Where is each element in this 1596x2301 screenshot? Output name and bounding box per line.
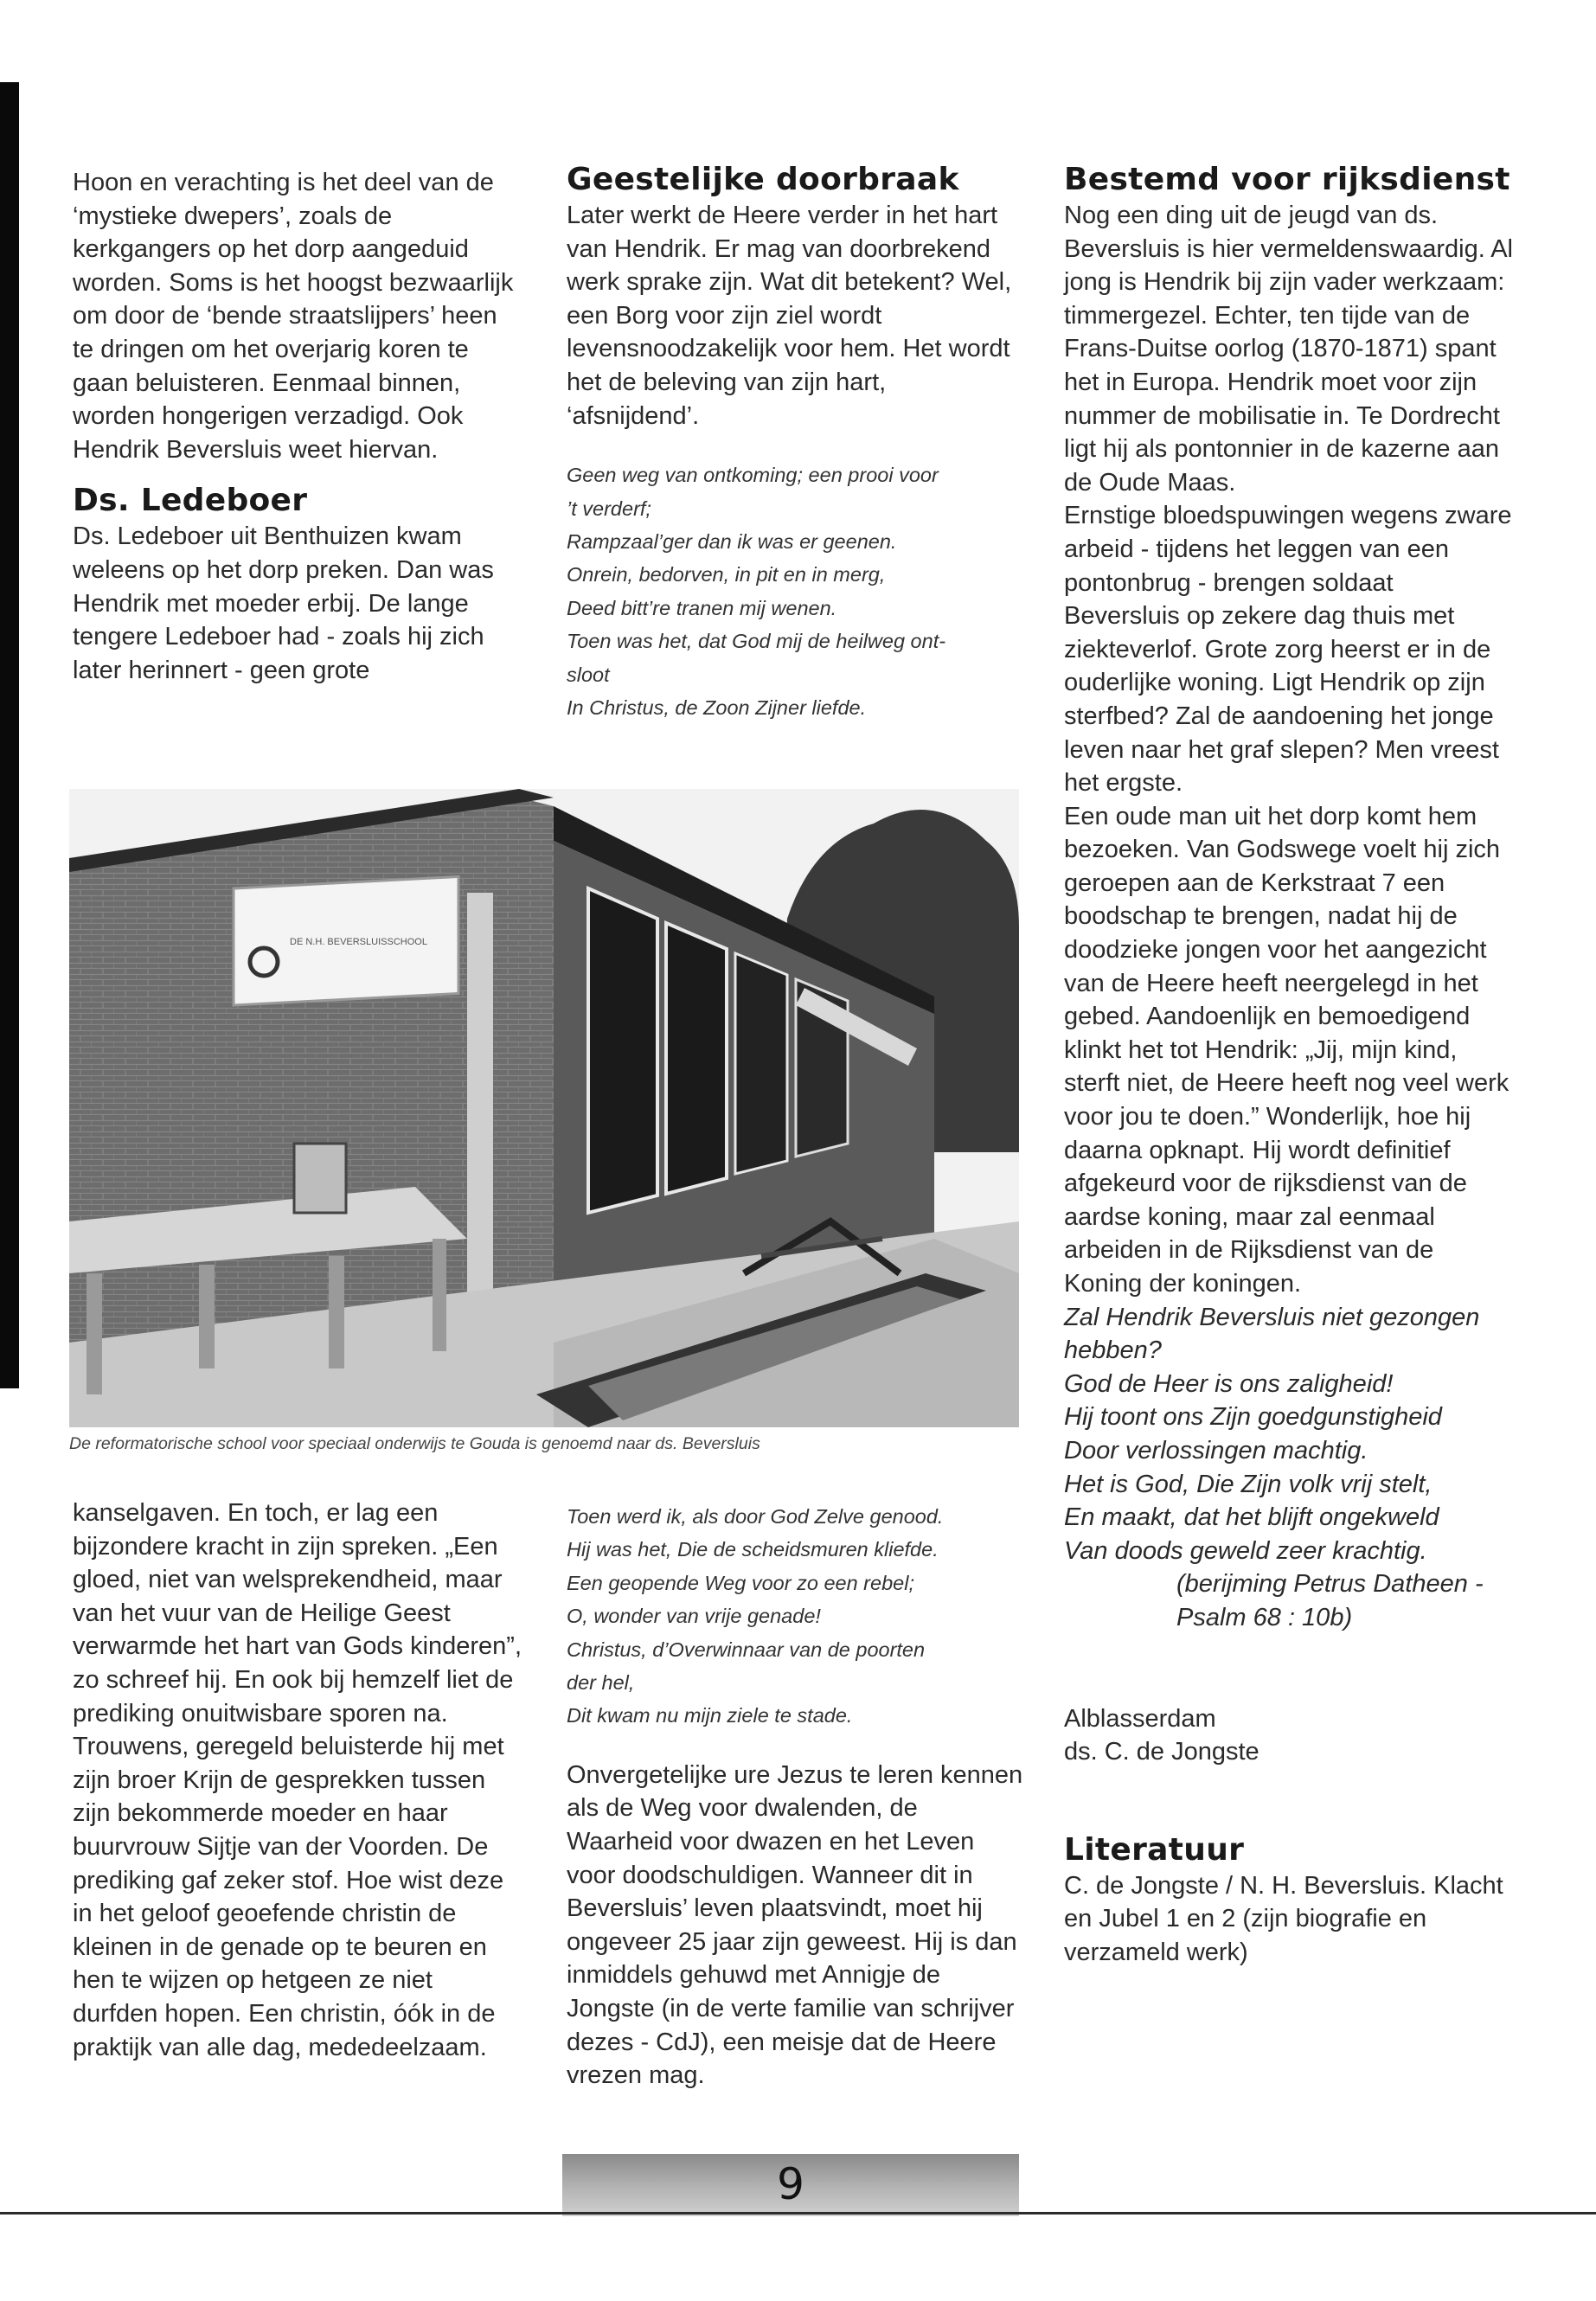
poem-line: der hel, (567, 1671, 635, 1695)
column-2-bottom (567, 1500, 1025, 2093)
poem-line: Onrein, bedorven, in pit en in merg, (567, 563, 886, 586)
psalm-line: En maakt, dat het blijft ongekweld (1064, 1503, 1439, 1532)
psalm-block (1064, 1368, 1514, 1635)
poem-line: Dit kwam nu mijn ziele te stade. (567, 1704, 853, 1727)
poem-line: sloot (567, 663, 610, 686)
intro-paragraph: Hoon en verachting is het deel van de ‘mystieke dwepers’, zoals de kerkgangers op het dorp aangeduid worden. Soms is het hoogst bezwaarlijk om door de ‘bende straatslijpers’ heen te dringen om het overjarig koren te gaan beluisteren. Eenmaal binnen, worden hongerigen verzadigd. Ook Hendrik Beversluis weet hiervan. (73, 169, 514, 464)
literature-reference: C. de Jongste / N. H. Beversluis. Klacht en Jubel 1 en 2 (zijn biografie en verzameld werk) (1064, 1871, 1503, 1966)
onvergetelijke-paragraph: Onvergetelijke ure Jezus te leren kennen als de Weg voor dwalenden, de Waarheid voor dwazen en het Leven voor doodschuldigen. Wanneer dit in Beversluis’ leven plaatsvindt, moet hij ongeveer 25 jaar zijn geweest. Hij is dan inmiddels gehuwd met Annigje de Jongste (in de verte familie van schrijver dezes - CdJ), een meisje dat de Heere vrezen mag. (567, 1760, 1023, 2090)
column-3 (1064, 161, 1514, 1970)
rijksdienst-paragraph-2: Ernstige bloedspuwingen wegens zware arbeid - tijdens het leggen van een pontonbrug - brengen soldaat Beversluis op zekere dag thuis met ziekteverlof. Grote zorg heerst er in de ouderlijke woning. Ligt Hendrik op zijn sterfbed? Zal de aandoening het jonge leven naar het graf slepen? Men vreest het ergste. (1064, 502, 1512, 798)
poem-line: Toen werd ik, als door God Zelve genood. (567, 1505, 944, 1528)
school-photo (69, 789, 1019, 1427)
psalm-line: Hij toont ons Zijn goedgunstigheid (1064, 1403, 1442, 1432)
column-1-top (73, 166, 522, 687)
rijksdienst-paragraph-1: Nog een ding uit de jeugd van ds. Beversluis is hier vermeldenswaardig. Al jong is Hendrik bij zijn vader werkzaam: timmergezel. Echter, ten tijde van de Frans-Duitse oorlog (1870-1871) spant het in Europa. Hendrik moet voor zijn nummer de mobilisatie in. Te Dordrecht ligt hij als pontonnier in de kazerne aan de Oude Maas. (1064, 202, 1513, 497)
question-line: Zal Hendrik Beversluis niet gezongen hebben? (1064, 1303, 1480, 1365)
psalm-line: Het is God, Die Zijn volk vrij stelt, (1064, 1470, 1433, 1498)
place-name: Alblasserdam (1064, 1704, 1216, 1733)
poem-line: Geen weg van ontkoming; een prooi voor (567, 464, 939, 487)
column-2-top (567, 161, 1025, 724)
rijksdienst-paragraph-3: Een oude man uit het dorp komt hem bezoeken. Van Godswege voelt hij zich geroepen aan de Kerkstraat 7 een boodschap te brengen, nadat hij de doodzieke jongen voor het aangezicht van de Heere heeft neergelegd in het gebed. Aandoenlijk en bemoedigend klinkt het tot Hendrik: „Jij, mijn kind, sterft niet, de Heere heeft nog veel werk voor jou te doen.” Wonderlijk, hoe hij daarna opknapt. Hij wordt definitief afgekeurd voor de rijksdienst van de aardse koning, maar zal eenmaal arbeiden in de Rijksdienst van de Koning der koningen. (1064, 802, 1509, 1298)
poem-block-2 (567, 1500, 1025, 1733)
poem-line: In Christus, de Zoon Zijner liefde. (567, 696, 867, 719)
trouwens-paragraph: Trouwens, geregeld beluisterde hij met zijn broer Krijn de gesprekken tussen zijn bekommerde moeder en haar buurvrouw Sijtje van der Voorden. De prediking gaf zeker stof. Hoe wist deze in het geloof geoefende christin de kleinen in de genade op te beuren en hen te wijzen op hetgeen ze niet durfden hopen. Een christin, óók in de praktijk van alle dag, mededeelzaam. (73, 1733, 504, 2061)
poem-line: Christus, d’Overwinnaar van de poorten (567, 1638, 926, 1661)
kanselgaven-paragraph: kanselgaven. En toch, er lag een bijzondere kracht in zijn spreken. „Een gloed, niet van welsprekendheid, maar van het vuur van de Heilige Geest verwarmde het hart van Gods kinderen”, zo schreef hij. En ook bij hemzelf liet de prediking onuitwisbare sporen na. (73, 1499, 522, 1727)
heading-literatuur: Literatuur (1064, 1831, 1245, 1868)
school-sign-text: DE N.H. BEVERSLUISSCHOOL (290, 937, 427, 947)
photo-caption: De reformatorische school voor speciaal onderwijs te Gouda is genoemd naar ds. Beversluis (69, 1434, 760, 1453)
poem-line: Een geopende Weg voor zo een rebel; (567, 1571, 914, 1594)
page-footer-band (562, 2154, 1019, 2216)
psalm-attribution: Psalm 68 : 10b) (1176, 1603, 1353, 1631)
psalm-line: God de Heer is ons zaligheid! (1064, 1369, 1394, 1398)
column-1-bottom (73, 1497, 522, 2064)
psalm-attribution: (berijming Petrus Datheen - (1176, 1570, 1484, 1599)
poem-line: Rampzaal’ger dan ik was er geenen. (567, 529, 897, 553)
scan-edge-bar (0, 82, 19, 1388)
psalm-line: Door verlossingen machtig. (1064, 1436, 1368, 1465)
author-name: ds. C. de Jongste (1064, 1738, 1259, 1766)
poem-line: O, wonder van vrije genade! (567, 1605, 821, 1628)
heading-bestemd-voor-rijksdienst: Bestemd voor rijksdienst (1064, 162, 1510, 197)
poem-block-1 (567, 458, 1025, 724)
page-number: 9 (777, 2159, 804, 2209)
poem-line: Hij was het, Die de scheidsmuren kliefde. (567, 1538, 939, 1561)
signature-block (1064, 1702, 1514, 1769)
ledeboer-paragraph: Ds. Ledeboer uit Benthuizen kwam weleens op het dorp preken. Dan was Hendrik met moeder erbij. De lange tengere Ledeboer had - zoals hij zich later herinnert - geen grote (73, 522, 494, 684)
poem-line: Deed bitt’re tranen mij wenen. (567, 596, 837, 619)
psalm-line: Van doods geweld zeer krachtig. (1064, 1536, 1427, 1565)
heading-geestelijke-doorbraak: Geestelijke doorbraak (567, 162, 959, 197)
doorbraak-paragraph: Later werkt de Heere verder in het hart van Hendrik. Er mag van doorbrekend werk sprake zijn. Wat dit betekent? Wel, een Borg voor zijn ziel wordt levensnoodzakelijk voor hem. Het wordt het de beleving van zijn hart, ‘afsnijdend’. (567, 202, 1012, 430)
poem-line: ’t verderf; (567, 497, 651, 520)
heading-ds-ledeboer: Ds. Ledeboer (73, 483, 308, 519)
poem-line: Toen was het, dat God mij de heilweg ont- (567, 630, 946, 653)
bottom-rule (0, 2212, 1596, 2214)
